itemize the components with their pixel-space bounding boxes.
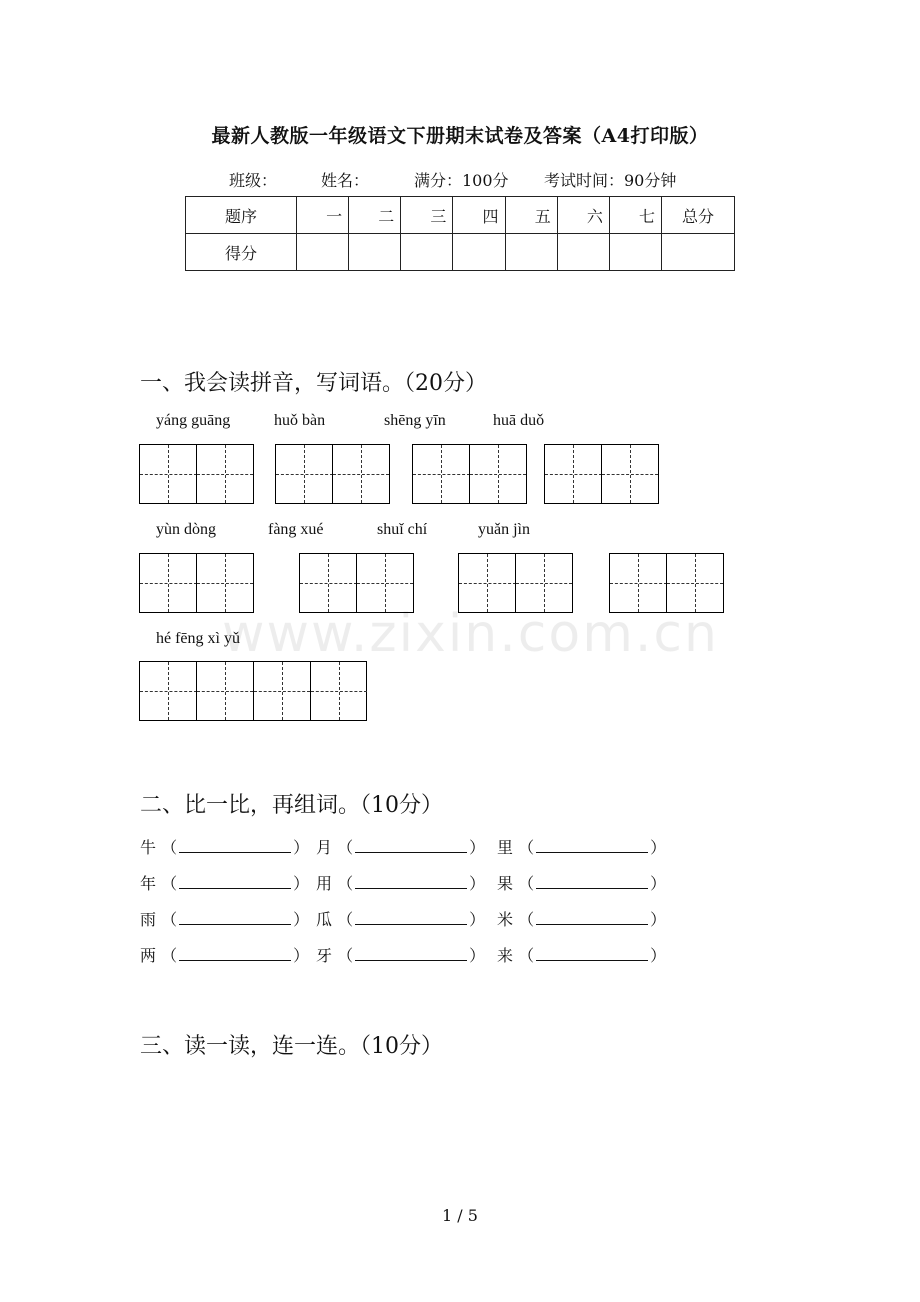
answer-blank[interactable] bbox=[179, 944, 291, 961]
pinyin-yuan-jin: yuǎn jìn bbox=[478, 521, 530, 538]
word-char: 用 bbox=[316, 874, 333, 893]
word-char: 果 bbox=[497, 874, 514, 893]
score-col-4: 四 bbox=[453, 197, 505, 234]
answer-blank[interactable] bbox=[179, 908, 291, 925]
section1-heading: 一、我会读拼音，写词语。（20分） bbox=[140, 371, 487, 396]
word-row bbox=[316, 943, 485, 966]
open-paren: （ bbox=[337, 838, 354, 857]
answer-blank[interactable] bbox=[355, 836, 467, 853]
pinyin-yang-guang: yáng guāng bbox=[156, 412, 231, 429]
answer-blank[interactable] bbox=[536, 836, 648, 853]
word-char: 年 bbox=[140, 874, 157, 893]
score-col-7: 七 bbox=[609, 197, 661, 234]
close-paren: ） bbox=[650, 910, 667, 929]
score-cell[interactable] bbox=[557, 234, 609, 271]
open-paren: （ bbox=[518, 874, 535, 893]
section2-heading: 二、比一比，再组词。（10分） bbox=[140, 793, 443, 818]
answer-blank[interactable] bbox=[355, 908, 467, 925]
score-cell[interactable] bbox=[401, 234, 453, 271]
word-char: 米 bbox=[497, 910, 514, 929]
close-paren: ） bbox=[469, 874, 486, 893]
word-char: 牛 bbox=[140, 838, 157, 857]
pinyin-yun-dong: yùn dòng bbox=[156, 521, 216, 538]
grid-cell[interactable] bbox=[140, 662, 197, 720]
score-table bbox=[185, 196, 735, 271]
answer-blank[interactable] bbox=[355, 872, 467, 889]
pinyin-fang-xue: fàng xué bbox=[268, 521, 324, 538]
grid-cell[interactable] bbox=[413, 445, 470, 503]
word-row bbox=[497, 835, 666, 858]
grid-cell[interactable] bbox=[196, 662, 253, 720]
score-col-3: 三 bbox=[401, 197, 453, 234]
grid-cell[interactable] bbox=[140, 445, 197, 503]
score-cell[interactable] bbox=[505, 234, 557, 271]
word-row bbox=[497, 871, 666, 894]
answer-blank[interactable] bbox=[536, 908, 648, 925]
word-row bbox=[316, 871, 485, 894]
score-cell[interactable] bbox=[662, 234, 735, 271]
word-row bbox=[140, 943, 309, 966]
close-paren: ） bbox=[469, 946, 486, 965]
score-cell[interactable] bbox=[453, 234, 505, 271]
answer-blank[interactable] bbox=[536, 944, 648, 961]
grid-cell[interactable] bbox=[196, 445, 253, 503]
writing-grid[interactable] bbox=[139, 661, 367, 721]
writing-grid[interactable] bbox=[275, 444, 390, 504]
answer-blank[interactable] bbox=[179, 872, 291, 889]
score-table-score-row bbox=[186, 234, 735, 271]
word-row bbox=[497, 907, 666, 930]
pinyin-sheng-yin: shēng yīn bbox=[384, 412, 446, 429]
answer-blank[interactable] bbox=[536, 872, 648, 889]
score-table-header-label: 题序 bbox=[186, 197, 297, 234]
grid-cell[interactable] bbox=[276, 445, 333, 503]
page-number: 1 / 5 bbox=[442, 1206, 478, 1225]
document-title: 最新人教版一年级语文下册期末试卷及答案（A4打印版） bbox=[211, 125, 709, 147]
close-paren: ） bbox=[469, 910, 486, 929]
score-row-label: 得分 bbox=[186, 234, 297, 271]
close-paren: ） bbox=[650, 838, 667, 857]
answer-blank[interactable] bbox=[355, 944, 467, 961]
score-col-2: 二 bbox=[349, 197, 401, 234]
word-char: 月 bbox=[316, 838, 333, 857]
word-row bbox=[316, 835, 485, 858]
grid-cell[interactable] bbox=[253, 662, 310, 720]
score-col-1: 一 bbox=[297, 197, 349, 234]
word-row bbox=[316, 907, 485, 930]
word-row bbox=[140, 907, 309, 930]
grid-cell[interactable] bbox=[545, 445, 602, 503]
writing-grid[interactable] bbox=[544, 444, 659, 504]
open-paren: （ bbox=[161, 874, 178, 893]
grid-cell[interactable] bbox=[601, 445, 658, 503]
open-paren: （ bbox=[518, 838, 535, 857]
score-table-header-row bbox=[186, 197, 735, 234]
word-row bbox=[140, 871, 309, 894]
score-cell[interactable] bbox=[297, 234, 349, 271]
pinyin-he-feng-xi-yu: hé fēng xì yǔ bbox=[156, 630, 240, 647]
score-col-6: 六 bbox=[557, 197, 609, 234]
open-paren: （ bbox=[161, 838, 178, 857]
pinyin-huo-ban: huǒ bàn bbox=[274, 412, 326, 429]
pinyin-shui-chi: shuǐ chí bbox=[377, 521, 428, 538]
close-paren: ） bbox=[293, 838, 310, 857]
exam-time: 考试时间：90分钟 bbox=[544, 171, 677, 190]
open-paren: （ bbox=[161, 910, 178, 929]
word-char: 两 bbox=[140, 946, 157, 965]
word-row bbox=[140, 835, 309, 858]
pinyin-hua-duo: huā duǒ bbox=[493, 412, 545, 429]
open-paren: （ bbox=[518, 910, 535, 929]
watermark: www.zixin.com.cn bbox=[222, 604, 719, 664]
word-char: 瓜 bbox=[316, 910, 333, 929]
close-paren: ） bbox=[293, 946, 310, 965]
close-paren: ） bbox=[650, 874, 667, 893]
class-label: 班级： bbox=[229, 171, 278, 190]
answer-blank[interactable] bbox=[179, 836, 291, 853]
score-cell[interactable] bbox=[609, 234, 661, 271]
open-paren: （ bbox=[337, 910, 354, 929]
writing-grid[interactable] bbox=[412, 444, 527, 504]
grid-cell[interactable] bbox=[332, 445, 389, 503]
close-paren: ） bbox=[293, 910, 310, 929]
name-label: 姓名： bbox=[321, 171, 370, 190]
open-paren: （ bbox=[161, 946, 178, 965]
word-char: 雨 bbox=[140, 910, 157, 929]
open-paren: （ bbox=[518, 946, 535, 965]
word-char: 牙 bbox=[316, 946, 333, 965]
open-paren: （ bbox=[337, 946, 354, 965]
close-paren: ） bbox=[469, 838, 486, 857]
score-col-total: 总分 bbox=[662, 197, 735, 234]
word-char: 来 bbox=[497, 946, 514, 965]
word-row bbox=[497, 943, 666, 966]
score-col-5: 五 bbox=[505, 197, 557, 234]
word-char: 里 bbox=[497, 838, 514, 857]
grid-cell[interactable] bbox=[140, 554, 197, 612]
score-cell[interactable] bbox=[349, 234, 401, 271]
close-paren: ） bbox=[293, 874, 310, 893]
writing-grid[interactable] bbox=[139, 444, 254, 504]
grid-cell[interactable] bbox=[469, 445, 526, 503]
full-score: 满分：100分 bbox=[414, 171, 509, 190]
close-paren: ） bbox=[650, 946, 667, 965]
grid-cell[interactable] bbox=[310, 662, 367, 720]
section3-heading: 三、读一读，连一连。（10分） bbox=[140, 1034, 443, 1059]
open-paren: （ bbox=[337, 874, 354, 893]
